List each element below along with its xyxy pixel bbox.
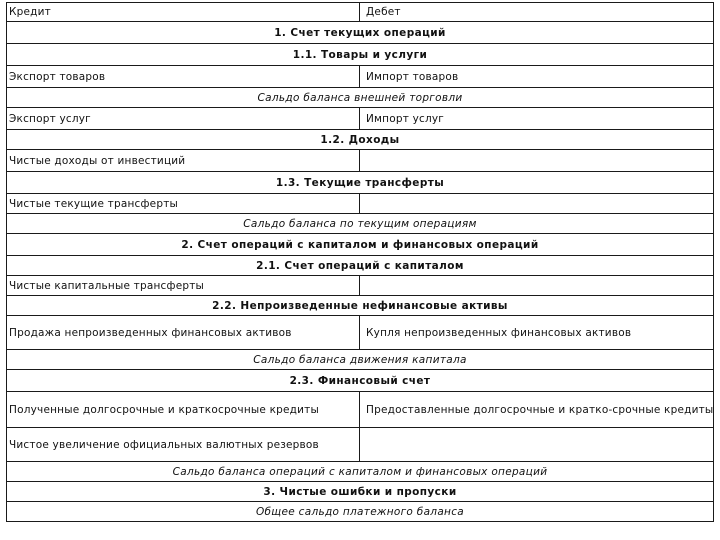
reserves-increase-cell: Чистое увеличение официальных валютных резервов bbox=[6, 428, 360, 461]
export-goods-cell: Экспорт товаров bbox=[6, 66, 360, 87]
current-balance-label: Сальдо баланса по текущим операциям bbox=[243, 217, 477, 230]
section-row bbox=[6, 482, 714, 502]
table-row bbox=[6, 392, 714, 428]
section-income: 1.2. Доходы bbox=[320, 133, 400, 146]
table-row bbox=[6, 108, 714, 130]
capital-financial-balance-label: Сальдо баланса операций с капиталом и финансовых операций bbox=[172, 465, 548, 478]
section-nonproduced-assets: 2.2. Непроизведенные нефинансовые активы bbox=[212, 299, 508, 312]
section-capital-account: 2.1. Счет операций с капиталом bbox=[256, 259, 464, 272]
subtotal-row bbox=[6, 350, 714, 370]
empty-debit-cell bbox=[360, 194, 714, 213]
empty-debit-cell bbox=[360, 428, 714, 461]
purchase-nonproduced-cell: Купля непроизведенных финансовых активов bbox=[366, 326, 632, 339]
net-current-transfers-cell: Чистые текущие трансферты bbox=[6, 194, 360, 213]
table-row bbox=[6, 428, 714, 462]
capital-balance-label: Сальдо баланса движения капитала bbox=[253, 353, 467, 366]
section-row bbox=[6, 172, 714, 194]
table-row bbox=[6, 316, 714, 350]
section-row bbox=[6, 130, 714, 150]
import-goods-cell: Импорт товаров bbox=[366, 70, 459, 83]
section-row bbox=[6, 234, 714, 256]
section-financial-account: 2.3. Финансовый счет bbox=[289, 374, 431, 387]
sale-nonproduced-cell: Продажа непроизведенных финансовых активов bbox=[6, 316, 360, 349]
subtotal-row bbox=[6, 502, 714, 522]
section-row bbox=[6, 44, 714, 66]
trade-balance-label: Сальдо баланса внешней торговли bbox=[257, 91, 463, 104]
section-current-transfers: 1.3. Текущие трансферты bbox=[275, 176, 445, 189]
import-services-cell: Импорт услуг bbox=[366, 112, 445, 125]
table-header-row bbox=[6, 2, 714, 22]
section-goods-services: 1.1. Товары и услуги bbox=[292, 48, 428, 61]
subtotal-row bbox=[6, 214, 714, 234]
empty-debit-cell bbox=[360, 276, 714, 295]
section-row bbox=[6, 370, 714, 392]
section-current-account: 1. Счет текущих операций bbox=[274, 26, 446, 39]
section-row bbox=[6, 296, 714, 316]
loans-received-cell: Полученные долгосрочные и краткосрочные кредиты bbox=[6, 392, 360, 427]
section-row bbox=[6, 22, 714, 44]
table-row bbox=[6, 194, 714, 214]
credit-header: Кредит bbox=[6, 2, 360, 21]
overall-balance-label: Общее сальдо платежного баланса bbox=[255, 505, 465, 518]
subtotal-row bbox=[6, 462, 714, 482]
net-capital-transfers-cell: Чистые капитальные трансферты bbox=[6, 276, 360, 295]
net-investment-income-cell: Чистые доходы от инвестиций bbox=[6, 150, 360, 171]
loans-provided-cell: Предоставленные долгосрочные и кратко-срочные кредиты bbox=[366, 403, 714, 416]
export-services-cell: Экспорт услуг bbox=[6, 108, 360, 129]
table-row bbox=[6, 66, 714, 88]
table-row bbox=[6, 150, 714, 172]
section-capital-financial: 2. Счет операций с капиталом и финансовых операций bbox=[181, 238, 539, 251]
subtotal-row bbox=[6, 88, 714, 108]
empty-debit-cell bbox=[360, 150, 714, 171]
debit-header: Дебет bbox=[366, 5, 401, 18]
section-errors-omissions: 3. Чистые ошибки и пропуски bbox=[263, 485, 457, 498]
table-row bbox=[6, 276, 714, 296]
section-row bbox=[6, 256, 714, 276]
